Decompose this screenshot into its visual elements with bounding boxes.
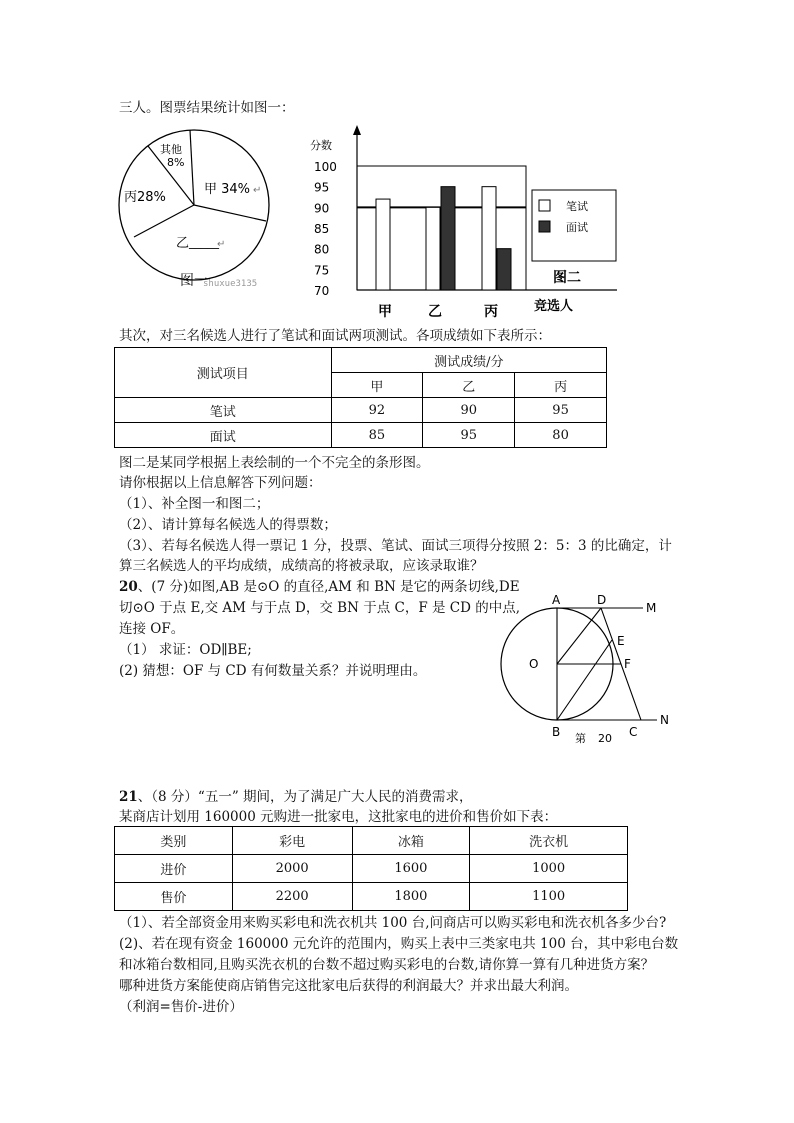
point-b-label: B	[552, 725, 561, 739]
pie-label-other-pct: 8%	[167, 156, 185, 169]
table-cell: 95	[515, 398, 607, 423]
y-axis-arrow-icon	[353, 125, 361, 135]
figure1-caption: 图一	[180, 273, 208, 289]
legend-label-0: 笔试	[566, 200, 588, 213]
pie-label-yi-blank: _____	[189, 235, 219, 249]
price-table	[114, 826, 628, 911]
row-label: 进价	[115, 855, 233, 883]
table-row	[115, 398, 607, 423]
segment-be	[557, 640, 612, 720]
intro-text: 三人。图票结果统计如图一：	[119, 100, 295, 116]
table-row	[115, 855, 628, 883]
pie-label-yi: 乙	[176, 236, 190, 251]
question-2: （2）、请计算每名候选人的得票数；	[119, 517, 337, 533]
legend-swatch-0	[539, 200, 550, 211]
geometry-figure	[495, 590, 685, 750]
paragraph-instruction: 请你根据以上信息解答下列问题：	[119, 475, 322, 491]
x-tick-label: 甲	[378, 304, 392, 320]
table-cell: 85	[331, 423, 423, 448]
price-header-category: 类别	[115, 827, 233, 855]
score-table-header-item: 测试项目	[115, 348, 332, 398]
score-table	[114, 347, 607, 448]
pie-label-jia: 甲 34%	[204, 182, 251, 197]
price-header-fridge: 冰箱	[352, 827, 470, 855]
point-a-label: A	[552, 593, 561, 607]
table-cell: 90	[423, 398, 515, 423]
table-row	[115, 423, 607, 448]
point-d-label: D	[597, 593, 607, 607]
row-label: 售价	[115, 883, 233, 911]
question-3-line1: （3）、若每名候选人得一票记 1 分，投票、笔试、面试三项得分按照 2：5：3 的比确定，计	[119, 538, 672, 554]
paragraph-scores-intro: 其次，对三名候选人进行了笔试和面试两项测试。各项成绩如下表所示：	[119, 328, 551, 344]
problem-21-question-1: （1）、若全部资金用来购买彩电和洗衣机共 100 台,问商店可以购买彩电和洗衣机各多少台?	[119, 915, 667, 931]
table-cell: 2200	[232, 883, 352, 911]
y-tick-label: 70	[314, 284, 330, 298]
point-f-label: F	[624, 657, 631, 671]
paragraph-chart-note: 图二是某同学根据上表绘制的一个不完全的条形图。	[119, 455, 430, 471]
y-axis-label: 分数	[310, 139, 332, 152]
table-cell: 92	[331, 398, 423, 423]
problem-21-line2: 某商店计划用 160000 元购进一批家电，这批家电的进价和售价如下表：	[119, 809, 558, 825]
problem-20-line4: （1） 求证：OD∥BE;	[119, 642, 252, 658]
price-header-tv: 彩电	[232, 827, 352, 855]
pie-divider-right	[194, 205, 266, 221]
point-c-label: C	[629, 725, 638, 739]
row-label: 面试	[115, 423, 332, 448]
problem-20-line3: 连接 OF。	[119, 621, 185, 637]
y-tick-label: 95	[314, 180, 330, 195]
bar-chart	[300, 125, 630, 320]
y-tick-label: 80	[314, 242, 330, 257]
problem-21-text: 、（8 分）“五一” 期间，为了满足广大人民的消费需求，	[137, 789, 473, 805]
problem-20-line2: 切⊙O 于点 E,交 AM 与于点 D，交 BN 于点 C，F 是 CD 的中点,	[119, 600, 520, 616]
table-row	[115, 883, 628, 911]
figure2-caption: 图二	[553, 270, 581, 286]
x-tick-label: 丙	[484, 304, 498, 320]
bar-interview-2	[497, 249, 511, 290]
bar-interview-1	[441, 187, 455, 290]
watermark-text: shuxue3135	[203, 279, 258, 289]
score-table-col-bing: 丙	[515, 373, 607, 398]
score-table-header-group: 测试成绩/分	[331, 348, 606, 373]
table-cell: 1000	[470, 855, 628, 883]
table-cell: 1100	[470, 883, 628, 911]
pie-divider-lower-left	[134, 205, 194, 237]
legend-swatch-1	[539, 221, 550, 232]
point-n-label: N	[660, 713, 669, 727]
x-axis-label: 竞选人	[534, 299, 574, 314]
point-m-label: M	[646, 601, 657, 615]
table-cell: 80	[515, 423, 607, 448]
price-header-washer: 洗衣机	[470, 827, 628, 855]
question-1: （1）、补全图一和图二；	[119, 496, 270, 512]
table-cell: 1800	[352, 883, 470, 911]
problem-21-question-2c: 哪种进货方案能使商店销售完这批家电后获得的利润最大？并求出最大利润。	[119, 978, 578, 994]
return-mark-icon: ↵	[253, 185, 262, 196]
row-label: 笔试	[115, 398, 332, 423]
x-tick-label: 乙	[428, 304, 442, 320]
problem-20-number: 20	[119, 579, 138, 595]
problem-20-line1	[119, 577, 520, 597]
figure20-caption-b: 20	[598, 732, 612, 745]
y-tick-label: 75	[314, 263, 330, 278]
pie-divider-top	[190, 130, 194, 205]
table-cell: 95	[423, 423, 515, 448]
bar-written-2	[482, 187, 496, 290]
table-cell: 2000	[232, 855, 352, 883]
y-tick-label: 100	[314, 160, 337, 174]
score-table-col-yi: 乙	[423, 373, 515, 398]
segment-od	[557, 608, 601, 664]
problem-21-number: 21	[119, 789, 138, 805]
problem-20-text: 、(7 分)如图,AB 是⊙O 的直径,AM 和 BN 是它的两条切线,DE	[137, 579, 520, 595]
problem-21-question-2b: 和冰箱台数相同,且购买洗衣机的台数不超过购买彩电的台数,请你算一算有几种进货方案？	[119, 957, 655, 973]
y-tick-label: 85	[314, 222, 330, 236]
point-o-label: O	[529, 657, 539, 671]
table-header-row	[115, 827, 628, 855]
problem-21-question-2a: (2)、若在现有资金 160000 元允许的范围内，购买上表中三类家电共 100 台，其中彩电台数	[119, 936, 679, 952]
pie-label-bing: 丙28%	[124, 190, 166, 205]
problem-21-line1	[119, 787, 473, 807]
table-cell: 1600	[352, 855, 470, 883]
problem-21-note: （利润=售价-进价）	[119, 999, 243, 1015]
bar-written-0	[376, 199, 390, 290]
figure20-caption-a: 第	[575, 732, 586, 745]
legend-label-1: 面试	[566, 221, 588, 234]
question-3-line2: 算三名候选人的平均成绩，成绩高的将被录取，应该录取谁？	[119, 558, 484, 574]
return-mark-icon: ↵	[217, 239, 226, 250]
problem-20-line5: (2) 猜想：OF 与 CD 有何数量关系？并说明理由。	[119, 663, 427, 679]
bar-written-1	[426, 207, 440, 290]
pie-label-other: 其他	[160, 143, 182, 156]
score-table-col-jia: 甲	[331, 373, 423, 398]
y-tick-label: 90	[314, 201, 330, 216]
point-e-label: E	[617, 634, 625, 648]
